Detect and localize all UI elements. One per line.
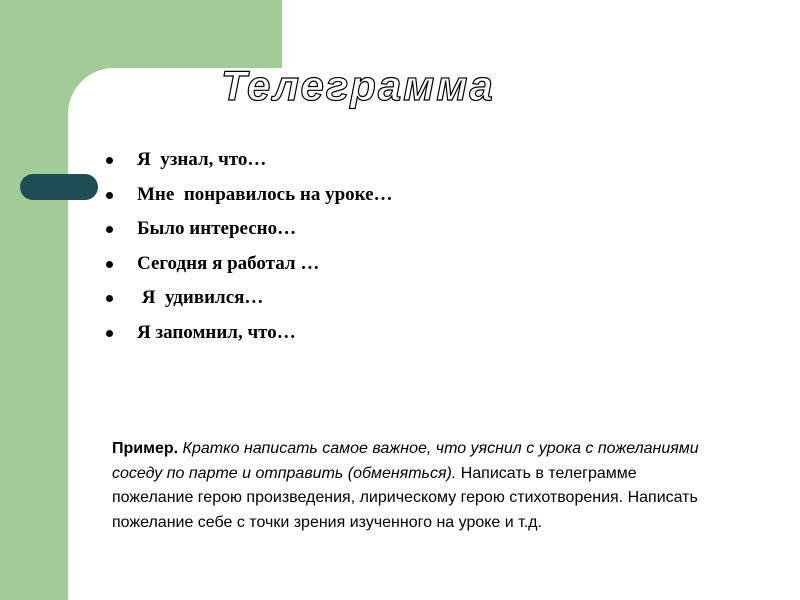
bullet-item [105,250,393,285]
bullet-dot-icon [106,295,113,302]
bullet-dot-icon [106,330,113,337]
slide-title-text: Телеграмма [221,62,495,109]
slide-title [215,50,495,120]
bullet-item [105,181,393,216]
bullet-item [105,146,393,181]
bullet-text: Я удивился… [137,287,264,308]
bullet-item [105,319,393,354]
bullet-dot-icon [106,261,113,268]
note-italic-text: Кратко написать самое важное, что уяснил с урока с пожеланиями соседу по парте и отправить (обменяться). [112,440,699,482]
bullet-dot-icon [106,157,113,164]
bullet-text: Было интересно… [137,218,297,239]
bullet-list [105,146,393,353]
decorative-pill [20,174,98,200]
bullet-dot-icon [106,192,113,199]
bullet-text: Я запомнил, что… [137,321,296,343]
note-label: Пример. [112,440,179,457]
bullet-item [105,215,393,250]
bullet-text: Мне понравилось на уроке… [137,183,393,205]
note-regular-text: Написать в телеграмме пожелание герою произведения, лирическому герою стихотворения. Написать пожелание себе с точки зрения изученного на уроке и т.д. [112,464,698,531]
example-note [112,437,712,535]
bullet-text: Сегодня я работал … [137,252,320,274]
bullet-text: Я узнал, что… [137,149,267,170]
bullet-dot-icon [106,226,113,233]
bullet-item [105,284,393,319]
